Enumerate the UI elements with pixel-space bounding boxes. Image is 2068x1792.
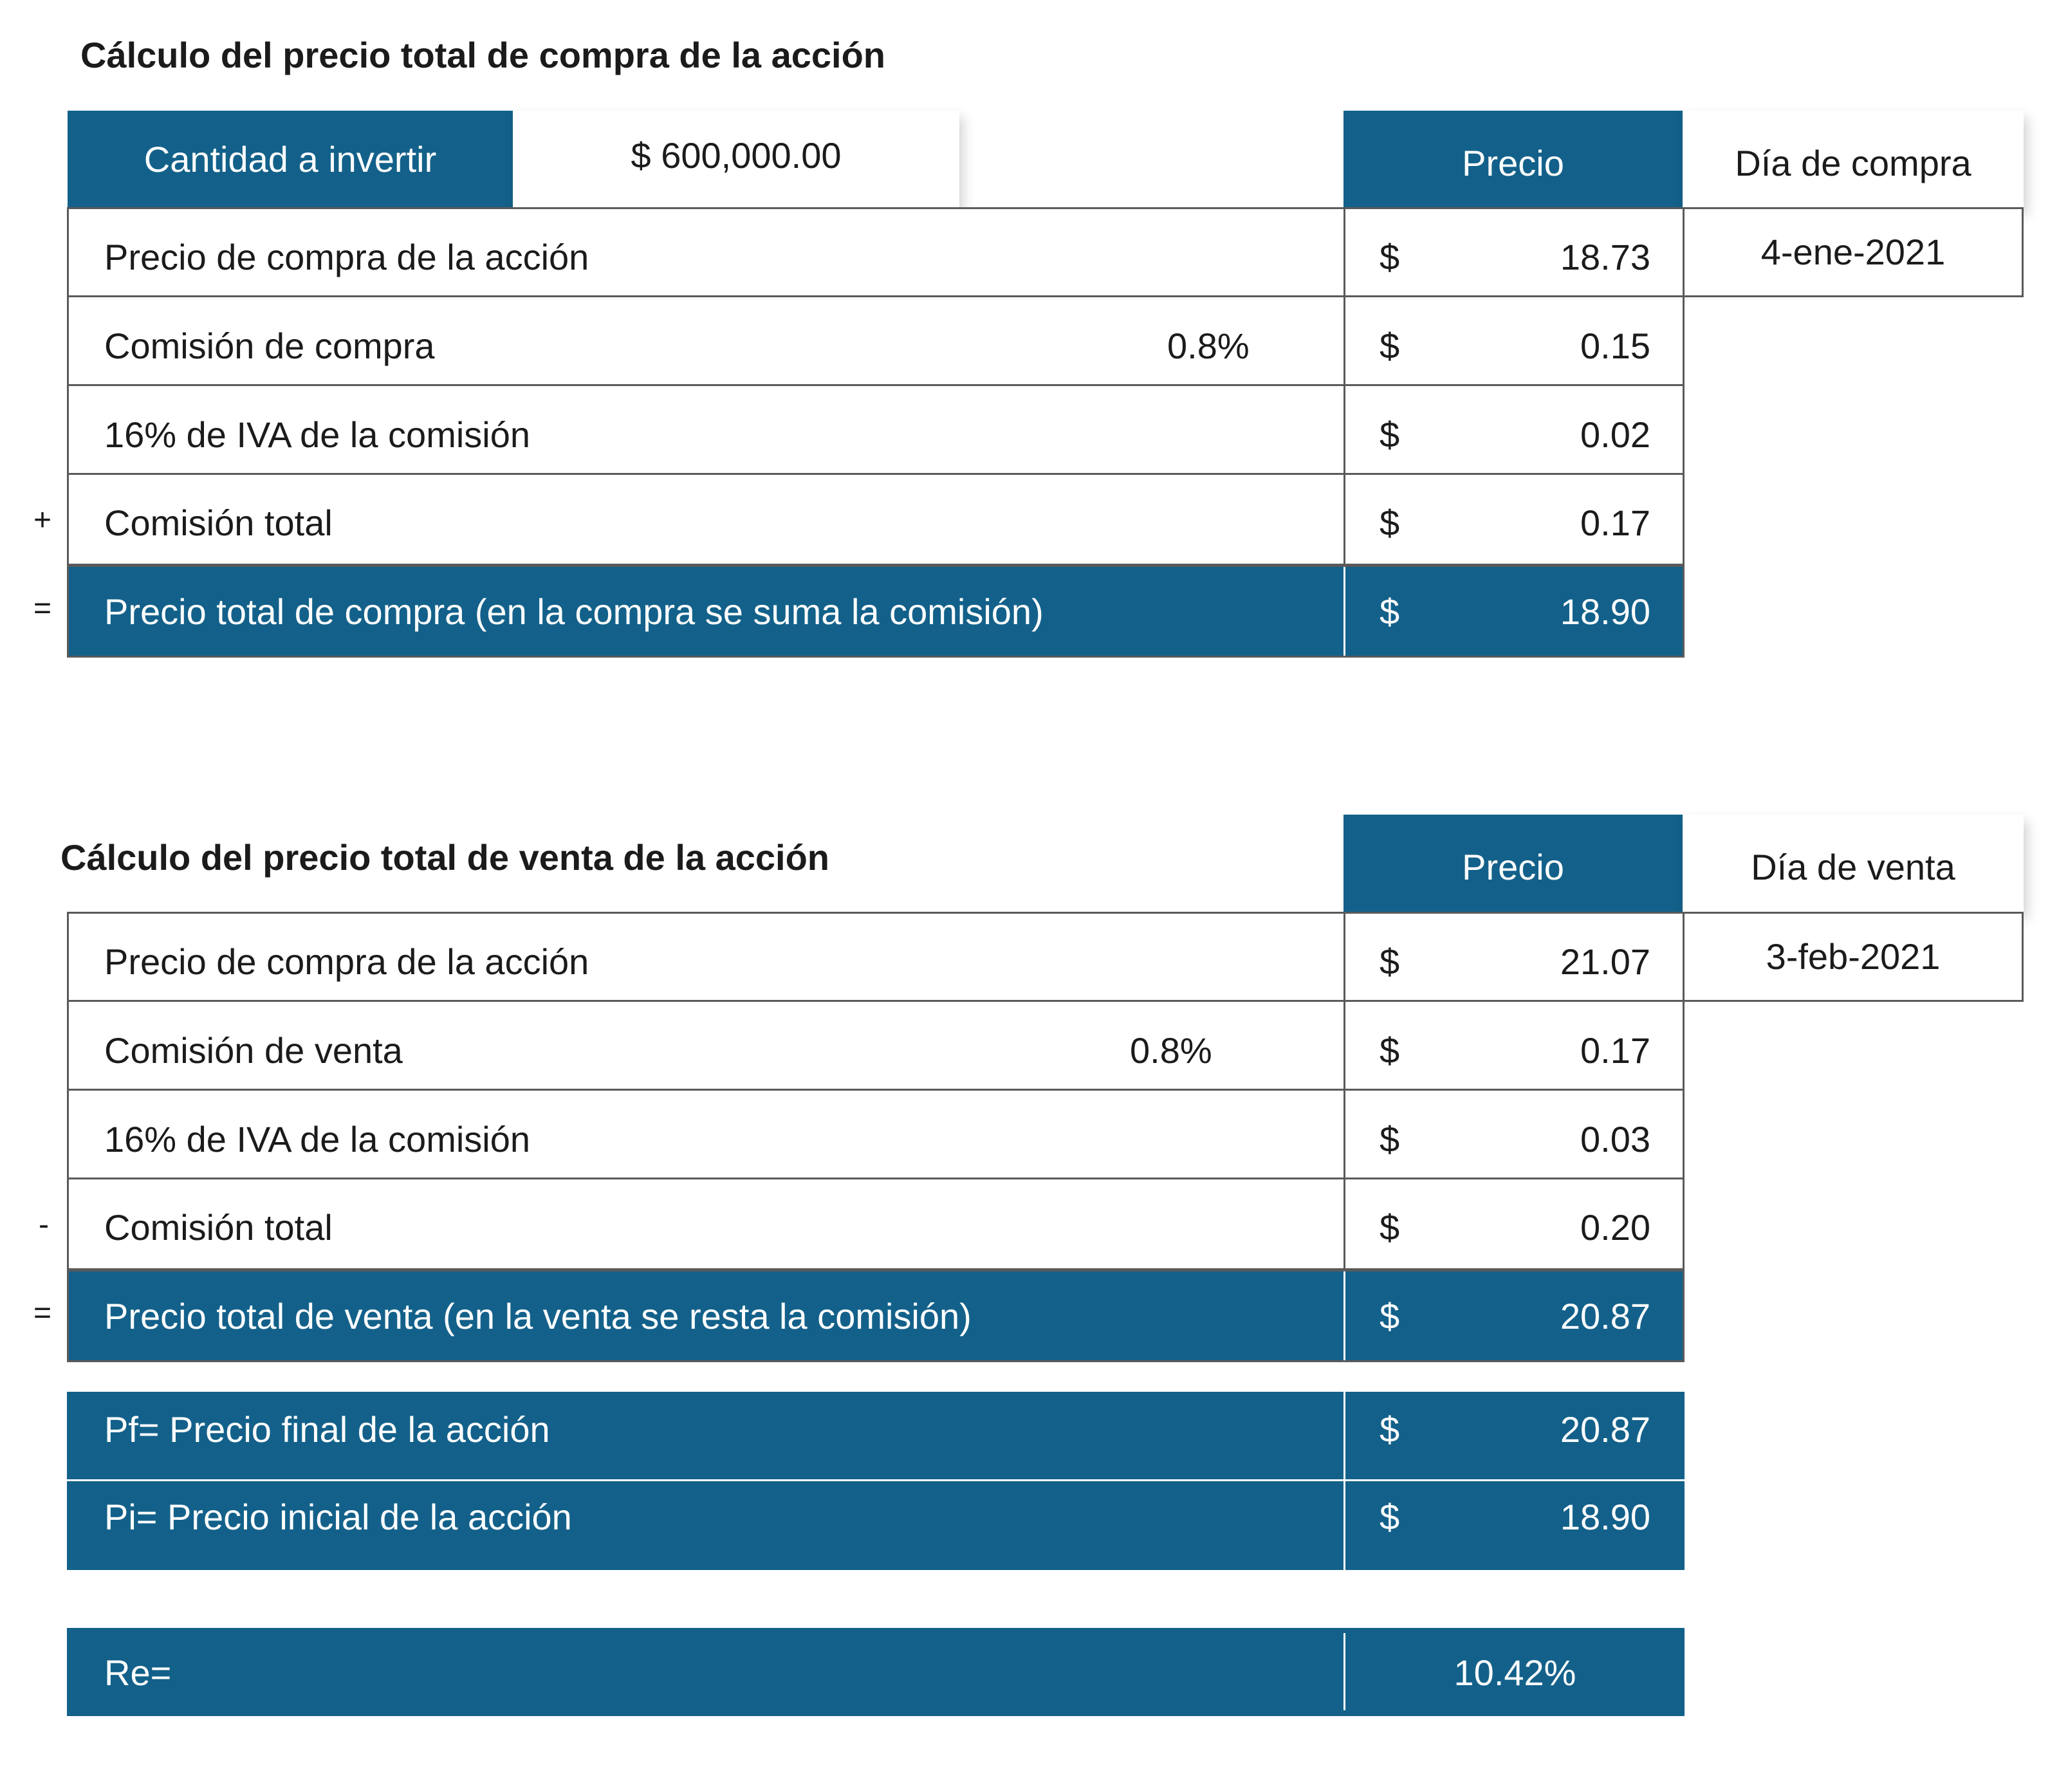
plus-sign: + bbox=[33, 503, 52, 537]
sale-row-label: Comisión total bbox=[104, 1207, 333, 1248]
sale-row-currency: $ bbox=[1380, 1030, 1400, 1071]
sale-row-currency: $ bbox=[1380, 1207, 1400, 1248]
sale-row-divider bbox=[67, 1089, 1685, 1091]
sale-row-currency: $ bbox=[1380, 941, 1400, 982]
purchase-row-value: 0.02 bbox=[1580, 414, 1650, 455]
sale-title: Cálculo del precio total de venta de la acción bbox=[60, 837, 830, 878]
re-value-text: 10.42% bbox=[1454, 1652, 1576, 1693]
purchase-row-label: Precio de compra de la acción bbox=[104, 237, 589, 277]
purchase-row-divider bbox=[67, 473, 1685, 475]
purchase-total-value: 18.90 bbox=[1560, 591, 1650, 632]
sale-total-value: 20.87 bbox=[1560, 1296, 1650, 1336]
pf-label: Pf= Precio final de la acción bbox=[104, 1409, 550, 1450]
purchase-row-divider bbox=[67, 295, 1685, 297]
invest-label-text: Cantidad a invertir bbox=[143, 139, 437, 180]
sale-row-value: 0.03 bbox=[1580, 1119, 1650, 1159]
re-label: Re= bbox=[104, 1652, 172, 1693]
sale-total-divider bbox=[1343, 1271, 1345, 1360]
purchase-row-currency: $ bbox=[1380, 326, 1400, 366]
purchase-col-divider bbox=[1343, 207, 1345, 566]
sale-row-value: 0.20 bbox=[1580, 1207, 1650, 1248]
invest-label bbox=[68, 111, 513, 208]
purchase-row-currency: $ bbox=[1380, 503, 1400, 543]
purchase-row-value: 0.17 bbox=[1580, 503, 1650, 543]
purchase-day-value-text: 4-ene-2021 bbox=[1760, 232, 1946, 272]
purchase-row-label: Comisión total bbox=[104, 503, 333, 543]
equals-sign: = bbox=[33, 591, 52, 625]
sale-row-label: Comisión de venta bbox=[104, 1030, 403, 1071]
sale-row-divider bbox=[67, 1178, 1685, 1179]
pi-label: Pi= Precio inicial de la acción bbox=[104, 1497, 572, 1537]
purchase-day-header-text: Día de compra bbox=[1735, 143, 1971, 183]
pf-currency: $ bbox=[1380, 1409, 1400, 1450]
sale-day-value bbox=[1683, 912, 2024, 1002]
final-row-divider bbox=[67, 1479, 1685, 1481]
sale-row-label: 16% de IVA de la comisión bbox=[104, 1119, 531, 1159]
sale-row-divider bbox=[67, 1000, 1685, 1002]
final-col-divider bbox=[1343, 1392, 1345, 1570]
sale-row-value: 0.17 bbox=[1580, 1030, 1650, 1071]
purchase-total-currency: $ bbox=[1380, 591, 1400, 632]
purchase-row-divider bbox=[67, 384, 1685, 386]
sale-row-pct: 0.8% bbox=[1130, 1030, 1212, 1071]
sale-row-value: 21.07 bbox=[1560, 941, 1650, 982]
sale-price-header bbox=[1343, 815, 1683, 912]
purchase-row-label: 16% de IVA de la comisión bbox=[104, 414, 531, 455]
sale-row-label: Precio de compra de la acción bbox=[104, 941, 589, 982]
sale-day-header-text: Día de venta bbox=[1751, 847, 1955, 887]
equals-sign: = bbox=[33, 1296, 52, 1330]
purchase-day-value bbox=[1683, 207, 2024, 297]
purchase-row-value: 18.73 bbox=[1560, 237, 1650, 277]
purchase-title: Cálculo del precio total de compra de la acción bbox=[80, 35, 886, 75]
purchase-total-label: Precio total de compra (en la compra se suma la comisión) bbox=[104, 591, 1044, 632]
sale-day-value-text: 3-feb-2021 bbox=[1766, 936, 1941, 977]
pi-value: 18.90 bbox=[1560, 1497, 1650, 1537]
purchase-row-value: 0.15 bbox=[1580, 326, 1650, 366]
pf-value: 20.87 bbox=[1560, 1409, 1650, 1450]
sale-row-currency: $ bbox=[1380, 1119, 1400, 1159]
invest-value bbox=[513, 111, 959, 208]
sale-total-currency: $ bbox=[1380, 1296, 1400, 1336]
re-value bbox=[1345, 1652, 1685, 1693]
purchase-row-currency: $ bbox=[1380, 414, 1400, 455]
sale-price-header-text: Precio bbox=[1462, 847, 1564, 887]
sale-day-header bbox=[1683, 815, 2024, 912]
sale-total-label: Precio total de venta (en la venta se resta la comisión) bbox=[104, 1296, 972, 1336]
purchase-price-header bbox=[1343, 111, 1683, 208]
purchase-row-label: Comisión de compra bbox=[104, 326, 435, 366]
purchase-day-header bbox=[1683, 111, 2024, 208]
purchase-total-divider bbox=[1343, 567, 1345, 656]
minus-sign: - bbox=[39, 1208, 49, 1242]
purchase-row-currency: $ bbox=[1380, 237, 1400, 277]
invest-value-text: $ 600,000.00 bbox=[631, 135, 842, 176]
pi-currency: $ bbox=[1380, 1497, 1400, 1537]
purchase-row-pct: 0.8% bbox=[1167, 326, 1250, 366]
purchase-price-header-text: Precio bbox=[1462, 143, 1564, 183]
sale-col-divider bbox=[1343, 912, 1345, 1270]
